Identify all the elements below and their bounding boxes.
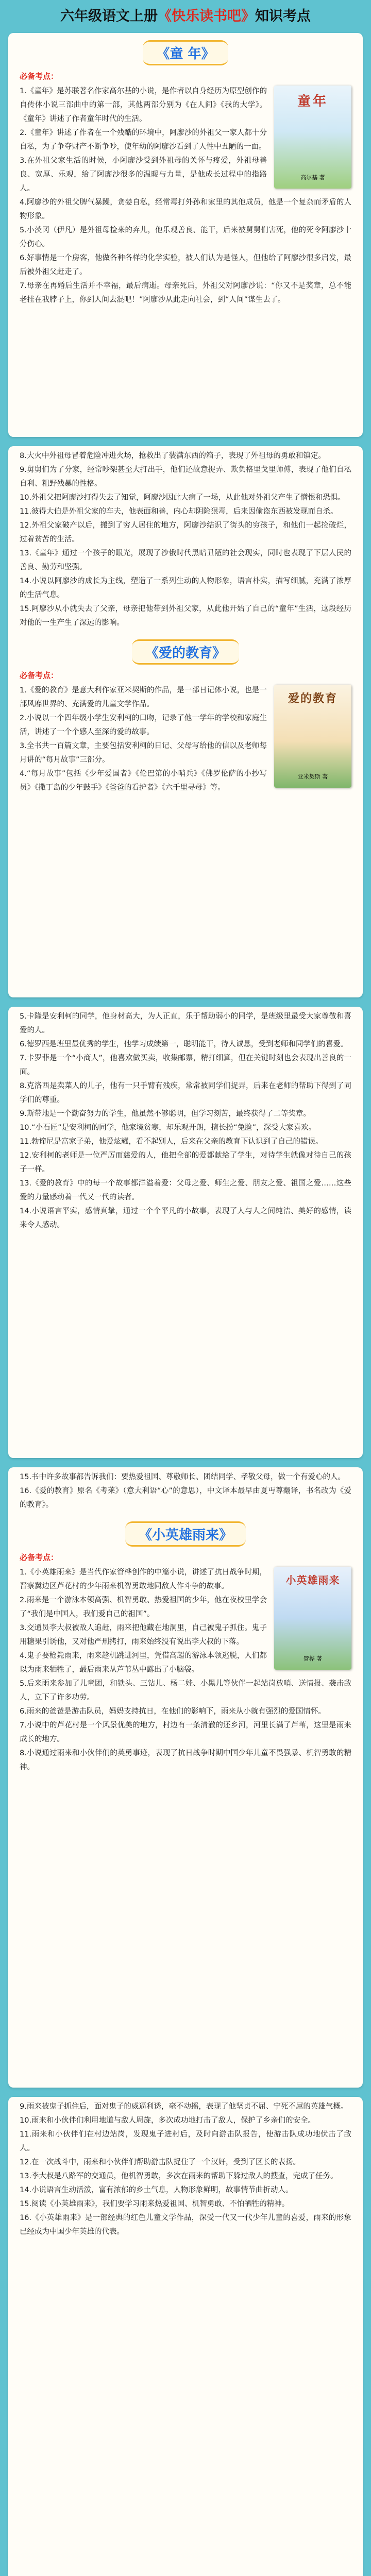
book-cover-title: 小英雄雨来 (285, 1574, 340, 1586)
page-title (0, 3, 371, 30)
knowledge-point: 14.小说语言平实，感情真挚，通过一个个平凡的小故事，表现了人与人之间纯洁、美好的感情，读来令人感动。 (20, 1207, 351, 1229)
knowledge-point: 16.《小英雄雨来》是一部经典的红色儿童文学作品，深受一代又一代少年儿童的喜爱，雨来的形象已经成为中国少年英雄的代表。 (20, 2214, 351, 2236)
knowledge-point: 6.好事情是一个房客，他做各种各样的化学实验，被人们认为是怪人，但他给了阿廖沙很多启发，最后被外祖父赶走了。 (20, 254, 351, 276)
knowledge-point: 8.克洛西是卖菜人的儿子，他有一只手臂有残疾，常常被同学们捉弄，后来在老师的帮助下得到了同学们的尊重。 (20, 1082, 351, 1104)
knowledge-point: 11.雨来和小伙伴们在村边站岗，发现鬼子进村后，及时向游击队报告，使游击队成功地伏击了敌人。 (20, 2130, 351, 2153)
knowledge-point: 12.安利柯的老师是一位严厉而慈爱的人，他把全部的爱都献给了学生，对待学生就像对待自己的孩子一样。 (20, 1151, 351, 1174)
knowledge-point: 15.阿廖沙从小就失去了父亲，母亲把他带到外祖父家，从此他开始了自己的“童年”生活，这段经历对他的一生产生了深远的影响。 (20, 605, 351, 627)
card-tongnian-aideyiaoyu (8, 446, 363, 997)
knowledge-point: 4.“每月故事”包括《少年爱国者》《伦巴第的小哨兵》《佛罗伦萨的小抄写员》《撒丁岛的少年鼓手》《爸爸的看护者》《六千里寻母》等。 (20, 770, 267, 792)
knowledge-point: 9.雨来被鬼子抓住后，面对鬼子的威逼利诱，毫不动摇，表现了他坚贞不屈、宁死不屈的英雄气概。 (20, 2103, 348, 2111)
knowledge-point: 11.勃谛尼是富家子弟，他爱炫耀，看不起别人，后来在父亲的教育下认识到了自己的错误。 (20, 1138, 323, 1146)
book-cover-aideyiaoyu (274, 685, 351, 788)
page-title-suffix: 知识考点 (255, 8, 311, 24)
knowledge-point: 9.斯带地是一个勤奋努力的学生，他虽然不够聪明，但学习刻苦，最终获得了二等奖章。 (20, 1110, 311, 1118)
knowledge-point: 12.外祖父家破产以后，搬到了穷人居住的地方，阿廖沙结识了街头的穷孩子，和他们一起捡破烂，过着贫苦的生活。 (20, 521, 351, 544)
card-yulai-cont (8, 2097, 363, 2576)
book-cover-author: 高尔基 著 (300, 174, 325, 181)
book-cover-tongnian (274, 86, 351, 189)
knowledge-point: 16.《爱的教育》原名《考莱》（意大利语“心”的意思），中文译本最早由夏丏尊翻译，书名改为《爱的教育》。 (20, 1487, 351, 1509)
knowledge-point: 11.彼得大伯是外祖父家的车夫，他表面和善，内心却阴险狠毒，后来因偷盗东西被发现而自杀。 (20, 507, 338, 516)
knowledge-point: 2.雨来是一个游泳本领高强、机智勇敢、热爱祖国的少年，他在夜校里学会了“我们是中国人，我们爱自己的祖国”。 (20, 1596, 267, 1618)
section-title-aideyiaoyu: 《爱的教育》 (20, 639, 351, 665)
knowledge-point: 4.鬼子要枪毙雨来，雨来趁机跳进河里，凭借高超的游泳本领逃脱，人们都以为雨来牺牲了，最后雨来从芦苇丛中露出了小脑袋。 (20, 1652, 267, 1674)
knowledge-point: 3.全书共一百篇文章，主要包括安利柯的日记、父母写给他的信以及老师每月讲的“每月故事”三部分。 (20, 742, 267, 764)
knowledge-point: 8.小说通过雨来和小伙伴们的英勇事迹，表现了抗日战争时期中国少年儿童不畏强暴、机智勇敢的精神。 (20, 1749, 351, 1771)
knowledge-point: 3.在外祖父家生活的时候，小阿廖沙受到外祖母的关怀与疼爱，外祖母善良、宽厚、乐观，给了阿廖沙很多的温暖与力量，是他成长过程中的指路人。 (20, 157, 267, 193)
knowledge-point: 6.雨来的爸爸是游击队员，妈妈支持抗日，在他们的影响下，雨来从小就有强烈的爱国情怀。 (20, 1707, 326, 1716)
knowledge-point: 3.交通员李大叔被敌人追赶，雨来把他藏在地洞里，自己被鬼子抓住。鬼子用糖果引诱他，又对他严刑拷打，雨来始终没有说出李大叔的下落。 (20, 1624, 267, 1646)
book-cover-author: 管桦 著 (303, 1655, 323, 1662)
book-cover-yulai (274, 1567, 351, 1670)
knowledge-point: 15.书中许多故事都告诉我们：要热爱祖国、尊敬师长、团结同学、孝敬父母，做一个有爱心的人。 (20, 1473, 346, 1481)
knowledge-point: 9.舅舅们为了分家，经常吵架甚至大打出手，他们还故意捉弄、欺负格里戈里师傅，表现了他们自私自利、粗野残暴的性格。 (20, 466, 351, 488)
page-title-book: 《快乐读书吧》 (158, 8, 255, 24)
knowledge-point: 5.后来雨来参加了儿童团，和铁头、三钻儿、杨二娃、小黑儿等伙伴一起站岗放哨、送情报、袭击敌人，立下了许多功劳。 (20, 1680, 351, 1702)
knowledge-point: 12.在一次战斗中，雨来和小伙伴们帮助游击队捉住了一个汉奸，受到了区长的表扬。 (20, 2158, 301, 2166)
knowledge-point: 10.“小石匠”是安利柯的同学，他家境贫寒，却乐观开朗，擅长扮“兔脸”，深受大家喜欢。 (20, 1124, 316, 1132)
page-title-prefix: 六年级语文上册 (60, 8, 158, 24)
knowledge-point: 2.小说以一个四年级小学生安利柯的口吻，记录了他一学年的学校和家庭生活，讲述了一个个感人至深的爱的故事。 (20, 714, 267, 736)
must-label: 必备考点： (20, 671, 59, 680)
section-title-tongnian: 《童 年》 (20, 40, 351, 65)
knowledge-point: 2.《童年》讲述了作者在一个残酷的环境中，阿廖沙的外祖父一家人都十分自私，为了争夺财产不断争吵，使年幼的阿廖沙看到了人性中丑陋的一面。 (20, 129, 267, 151)
knowledge-point: 7.卡罗菲是一个“小商人”，他喜欢做买卖，收集邮票，精打细算，但在关键时刻也会表现出善良的一面。 (20, 1054, 351, 1076)
card-yulai (8, 1467, 363, 2088)
book-cover-title: 童年 (297, 94, 328, 109)
knowledge-point: 7.小说中的芦花村是一个风景优美的地方，村边有一条清澈的还乡河，河里长满了芦苇，这里是雨来成长的地方。 (20, 1721, 351, 1743)
knowledge-point: 13.《爱的教育》中的每一个故事都洋溢着爱：父母之爱、师生之爱、朋友之爱、祖国之爱……这些爱的力量感动着一代又一代的读者。 (20, 1179, 351, 1201)
knowledge-point: 13.李大叔是八路军的交通员，他机智勇敢，多次在雨来的帮助下躲过敌人的搜查，完成了任务。 (20, 2172, 338, 2180)
knowledge-point: 15.阅读《小英雄雨来》，我们要学习雨来热爱祖国、机智勇敢、不怕牺牲的精神。 (20, 2200, 290, 2208)
knowledge-point: 5.卡隆是安利柯的同学，他身材高大，为人正直，乐于帮助弱小的同学，是班级里最受大家尊敬和喜爱的人。 (20, 1012, 351, 1035)
book-cover-title: 爱的教育 (288, 692, 338, 705)
knowledge-point: 14.小说以阿廖沙的成长为主线，塑造了一系列生动的人物形象，语言朴实，描写细腻，充满了浓厚的生活气息。 (20, 577, 351, 599)
knowledge-point: 8.大火中外祖母冒着危险冲进火场，抢救出了装满东西的箱子，表现了外祖母的勇敢和镇定。 (20, 452, 326, 460)
knowledge-point: 1.《小英雄雨来》是当代作家管桦创作的中篇小说，讲述了抗日战争时期，晋察冀边区芦花村的少年雨来机智勇敢地同敌人作斗争的故事。 (20, 1568, 267, 1590)
card-tongnian (8, 33, 363, 437)
knowledge-point: 14.小说语言生动活泼，富有浓郁的乡土气息，人物形象鲜明，故事情节曲折动人。 (20, 2186, 293, 2194)
knowledge-point: 5.小茨冈（伊凡）是外祖母捡来的弃儿，他乐观善良、能干，后来被舅舅们害死，他的死令阿廖沙十分伤心。 (20, 226, 351, 248)
knowledge-point: 10.外祖父把阿廖沙打得失去了知觉，阿廖沙因此大病了一场，从此他对外祖父产生了憎恨和恐惧。 (20, 494, 346, 502)
must-label: 必备考点： (20, 72, 59, 81)
knowledge-point: 7.母亲在再婚后生活并不幸福，最后病逝。母亲死后，外祖父对阿廖沙说：“你又不是奖章，总不能老挂在我脖子上，你到人间去混吧！”阿廖沙从此走向社会，到“人间”谋生去了。 (20, 282, 351, 304)
card-aideyiaoyu-cont (8, 1007, 363, 1458)
knowledge-point: 10.雨来和小伙伴们利用地道与敌人周旋，多次成功地打击了敌人，保护了乡亲们的安全。 (20, 2116, 316, 2125)
knowledge-point: 13.《童年》通过一个孩子的眼光，展现了沙俄时代黑暗丑陋的社会现实，同时也表现了下层人民的善良、勤劳和坚强。 (20, 549, 351, 571)
knowledge-point: 1.《童年》是苏联著名作家高尔基的小说，是作者以自身经历为原型创作的自传体小说三部曲中的第一部，其他两部分别为《在人间》《我的大学》。《童年》讲述了作者童年时代的生活。 (20, 87, 267, 123)
must-label: 必备考点： (20, 1553, 59, 1562)
section-title-yulai: 《小英雄雨来》 (20, 1521, 351, 1547)
knowledge-point: 1.《爱的教育》是意大利作家亚米契斯的作品，是一部日记体小说，也是一部风靡世界的、充满爱的儿童文学作品。 (20, 686, 267, 708)
knowledge-point: 4.阿廖沙的外祖父脾气暴躁，贪婪自私，经常毒打外孙和家里的其他成员，他是一个复杂而矛盾的人物形象。 (20, 198, 351, 221)
knowledge-point: 6.德罗西是班里最优秀的学生，他学习成绩第一，聪明能干，待人诚恳，受到老师和同学们的喜爱。 (20, 1040, 348, 1048)
book-cover-author: 亚米契斯 著 (297, 773, 328, 780)
